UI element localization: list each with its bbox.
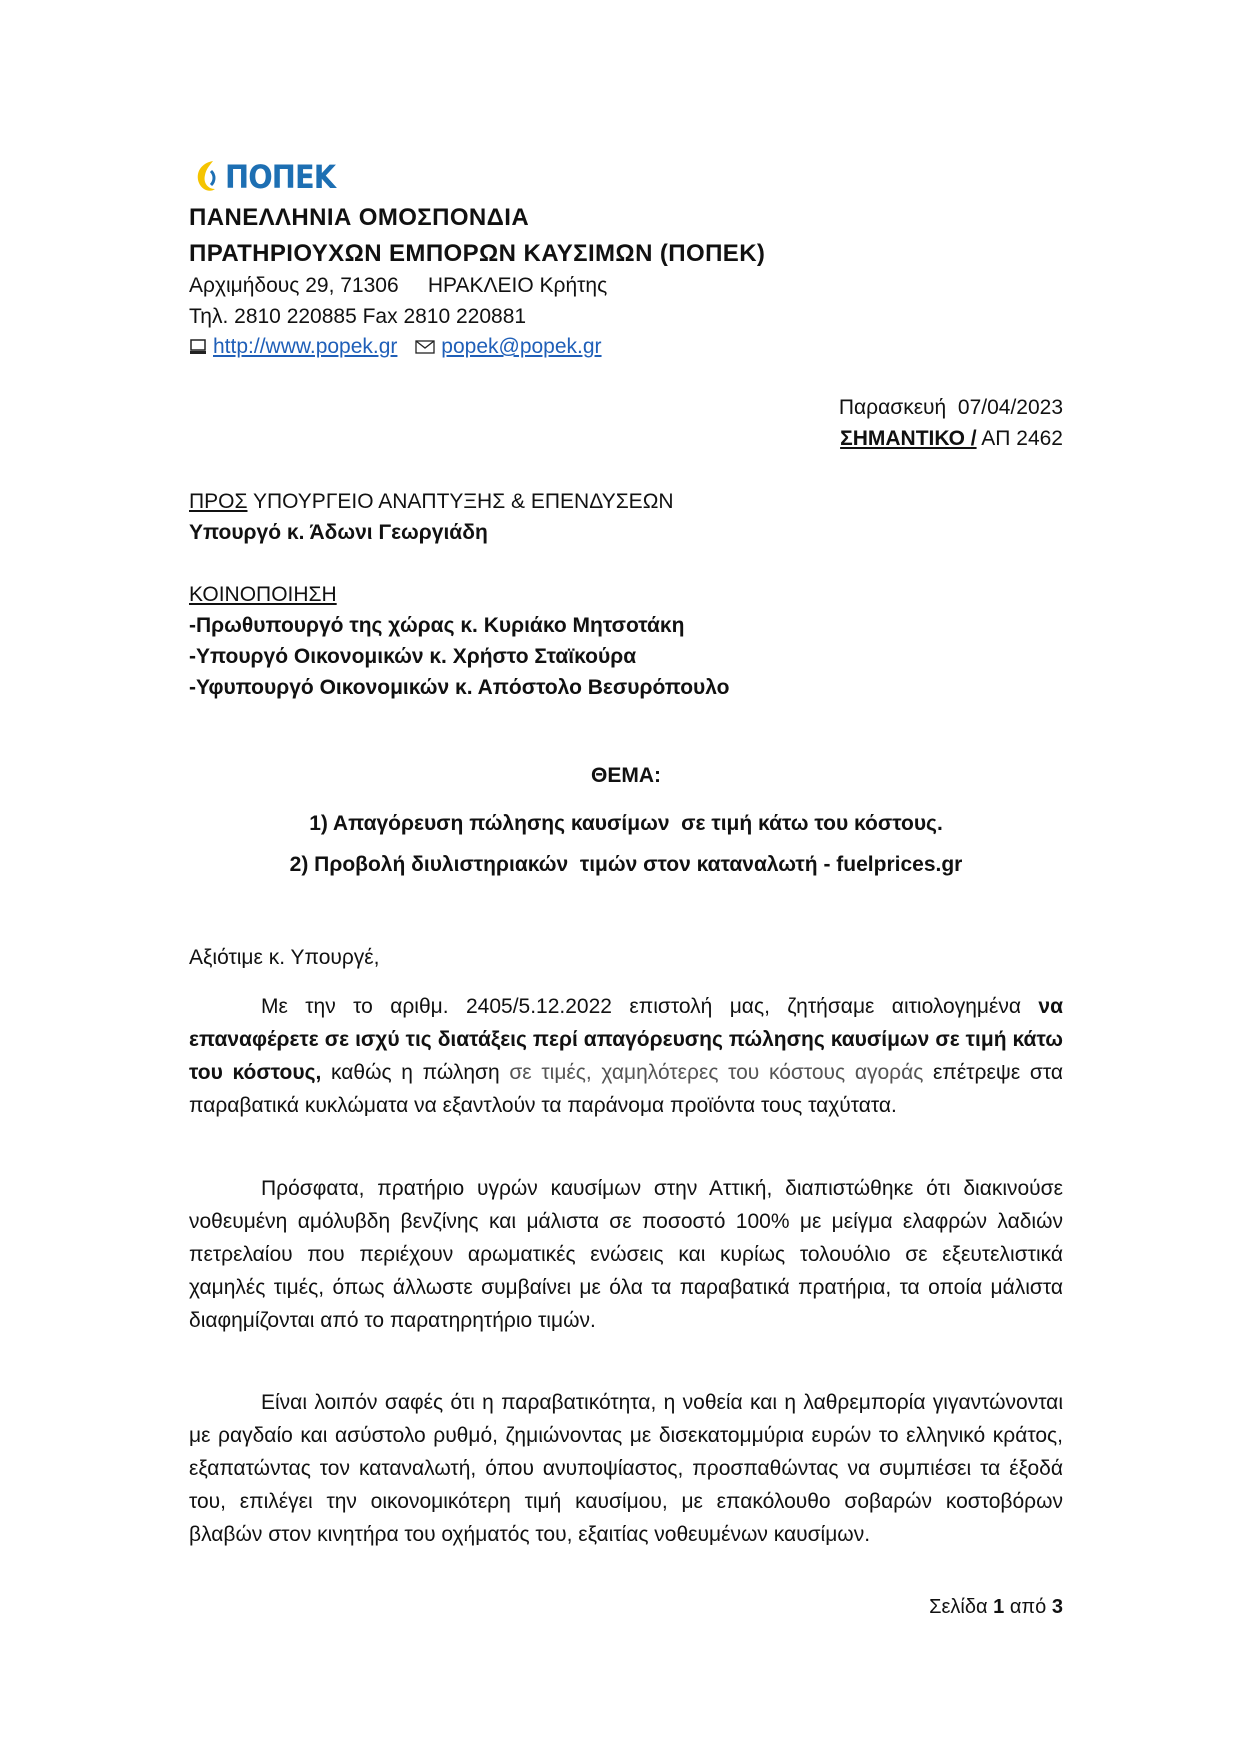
cc-item: -Υφυπουργό Οικονομικών κ. Απόστολο Βεσυρόπουλο	[189, 676, 730, 699]
to-organization: ΥΠΟΥΡΓΕΙΟ ΑΝΑΠΤΥΞΗΣ & ΕΠΕΝΔΥΣΕΩΝ	[252, 490, 674, 513]
address: Αρχιμήδους 29, 71306 ΗΡΑΚΛΕΙΟ Κρήτης	[189, 274, 608, 297]
greeting: Αξιότιμε κ. Υπουργέ,	[189, 946, 380, 969]
computer-icon	[189, 338, 207, 356]
email-link[interactable]: popek@popek.gr	[441, 335, 602, 358]
p1-text: καθώς η πώληση	[321, 1061, 510, 1084]
importance-label: ΣΗΜΑΝΤΙΚΟ /	[840, 427, 977, 450]
cc-label: ΚΟΙΝΟΠΟΙΗΣΗ	[189, 583, 337, 606]
body-paragraph-1	[189, 990, 1063, 1122]
p1-emphasis: να επαναφέρετε σε ισχύ τις διατάξεις περί απαγόρευσης πώλησης καυσίμων σε τιμή κάτω του κόστους,	[189, 995, 1063, 1084]
logo-emblem-icon	[193, 157, 223, 197]
date-line: Παρασκευή 07/04/2023	[838, 396, 1063, 419]
org-name-line1: ΠΑΝΕΛΛΗΝΙΑ ΟΜΟΣΠΟΝΔΙΑ	[189, 204, 530, 231]
website-link[interactable]: http://www.popek.gr	[213, 335, 398, 358]
page-counter	[929, 1596, 1063, 1619]
subject-label: ΘΕΜΑ:	[591, 764, 661, 787]
cc-item: -Πρωθυπουργό της χώρας κ. Κυριάκο Μητσοτάκη	[189, 614, 685, 637]
of-label: από	[1004, 1596, 1052, 1618]
envelope-icon	[415, 339, 435, 355]
p1-text: Με την το αριθμ. 2405/5.12.2022 επιστολή μας, ζητήσαμε αιτιολογημένα	[261, 995, 1039, 1018]
protocol-number: ΑΠ 2462	[981, 427, 1063, 450]
subject-item-1: 1) Απαγόρευση πώλησης καυσίμων σε τιμή κάτω του κόστους.	[309, 812, 943, 835]
to-line	[189, 490, 674, 514]
page-label: Σελίδα	[929, 1596, 994, 1618]
to-label: ΠΡΟΣ	[189, 490, 248, 513]
contact-links	[189, 335, 602, 359]
to-person: Υπουργό κ. Άδωνι Γεωργιάδη	[189, 521, 488, 544]
body-paragraph-3	[189, 1386, 1063, 1551]
page-number: 1	[993, 1596, 1005, 1618]
logo-text: ΠΟΠΕΚ	[225, 158, 336, 196]
org-name-line2: ΠΡΑΤΗΡΙΟΥΧΩΝ ΕΜΠΟΡΩΝ ΚΑΥΣΙΜΩΝ (ΠΟΠΕΚ)	[189, 240, 766, 267]
p1-text-gray: σε τιμές, χαμηλότερες του κόστους αγοράς	[509, 1061, 924, 1084]
reference-line	[840, 427, 1063, 451]
body-paragraph-2	[189, 1172, 1063, 1337]
p3-text: Είναι λοιπόν σαφές ότι η παραβατικότητα, η νοθεία και η λαθρεμπορία γιγαντώνονται με ραγδαίο και ασύστολο ρυθμό, ζημιώνοντας με δισεκατομμύρια ευρών το ελληνικό κράτος, εξαπατώντας τον καταναλωτή, όπου ανυποψίαστος, προσπαθώντας να συμπιέσει τα έξοδά του, επιλέγει την οικονομικότερη τιμή καυσίμου, με επακόλουθο σοβαρών κοστοβόρων βλαβών στον κινητήρα του οχήματός του, εξαιτίας νοθευμένων καυσίμων.	[189, 1391, 1063, 1546]
phone-fax: Τηλ. 2810 220885 Fax 2810 220881	[189, 305, 527, 328]
p1-text: επέτρεψε στα παραβατικά κυκλώματα να εξαντλούν τα παράνομα προϊόντα τους ταχύτατα.	[189, 1061, 1063, 1117]
popek-logo	[193, 156, 347, 198]
page-total: 3	[1051, 1596, 1063, 1618]
cc-item: -Υπουργό Οικονομικών κ. Χρήστο Σταϊκούρα	[189, 645, 637, 668]
subject-item-2: 2) Προβολή διυλιστηριακών τιμών στον καταναλωτή - fuelprices.gr	[289, 853, 963, 876]
p2-text: Πρόσφατα, πρατήριο υγρών καυσίμων στην Αττική, διαπιστώθηκε ότι διακινούσε νοθευμένη αμόλυβδη βενζίνης και μάλιστα σε ποσοστό 100% με μείγμα ελαφρών λαδιών πετρελαίου που περιέχουν αρωματικές ενώσεις και κυρίως τολουόλιο σε εξευτελιστικά χαμηλές τιμές, όπως άλλωστε συμβαίνει με όλα τα παραβατικά πρατήρια, τα οποία μάλιστα διαφημίζονται από το παρατηρητήριο τιμών.	[189, 1177, 1063, 1332]
